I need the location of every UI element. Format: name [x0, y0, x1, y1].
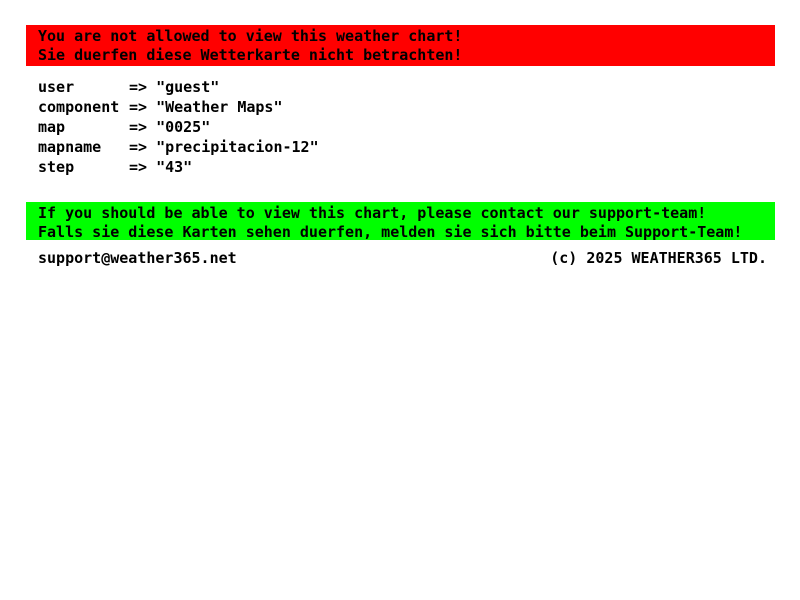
detail-value: "precipitacion-12" [156, 138, 319, 156]
detail-row-component [38, 97, 319, 117]
arrow-separator: => [129, 118, 148, 136]
access-denied-line-de: Sie duerfen diese Wetterkarte nicht betrachten! [38, 46, 463, 64]
detail-value: "Weather Maps" [156, 98, 283, 116]
detail-row-user [38, 77, 319, 97]
arrow-separator: => [129, 138, 148, 156]
support-info-line-en: If you should be able to view this chart, please contact our support-team! [38, 204, 707, 222]
arrow-separator: => [129, 98, 148, 116]
access-denied-banner [26, 25, 775, 66]
support-info-line-de: Falls sie diese Karten sehen duerfen, melden sie sich bitte beim Support-Team! [38, 223, 743, 241]
detail-label: mapname [38, 138, 102, 156]
detail-label: component [38, 98, 120, 116]
copyright-notice: (c) 2025 WEATHER365 LTD. [550, 249, 767, 267]
support-info-banner [26, 202, 775, 240]
detail-label: step [38, 158, 75, 176]
detail-row-mapname [38, 137, 319, 157]
arrow-separator: => [129, 158, 148, 176]
request-details [38, 77, 319, 177]
footer [38, 248, 767, 268]
detail-label: map [38, 118, 66, 136]
detail-row-step [38, 157, 319, 177]
detail-value: "43" [156, 158, 193, 176]
arrow-separator: => [129, 78, 148, 96]
detail-value: "0025" [156, 118, 211, 136]
detail-row-map [38, 117, 319, 137]
detail-value: "guest" [156, 78, 220, 96]
support-email: support@weather365.net [38, 249, 237, 267]
detail-label: user [38, 78, 75, 96]
access-denied-line-en: You are not allowed to view this weather chart! [38, 27, 463, 45]
